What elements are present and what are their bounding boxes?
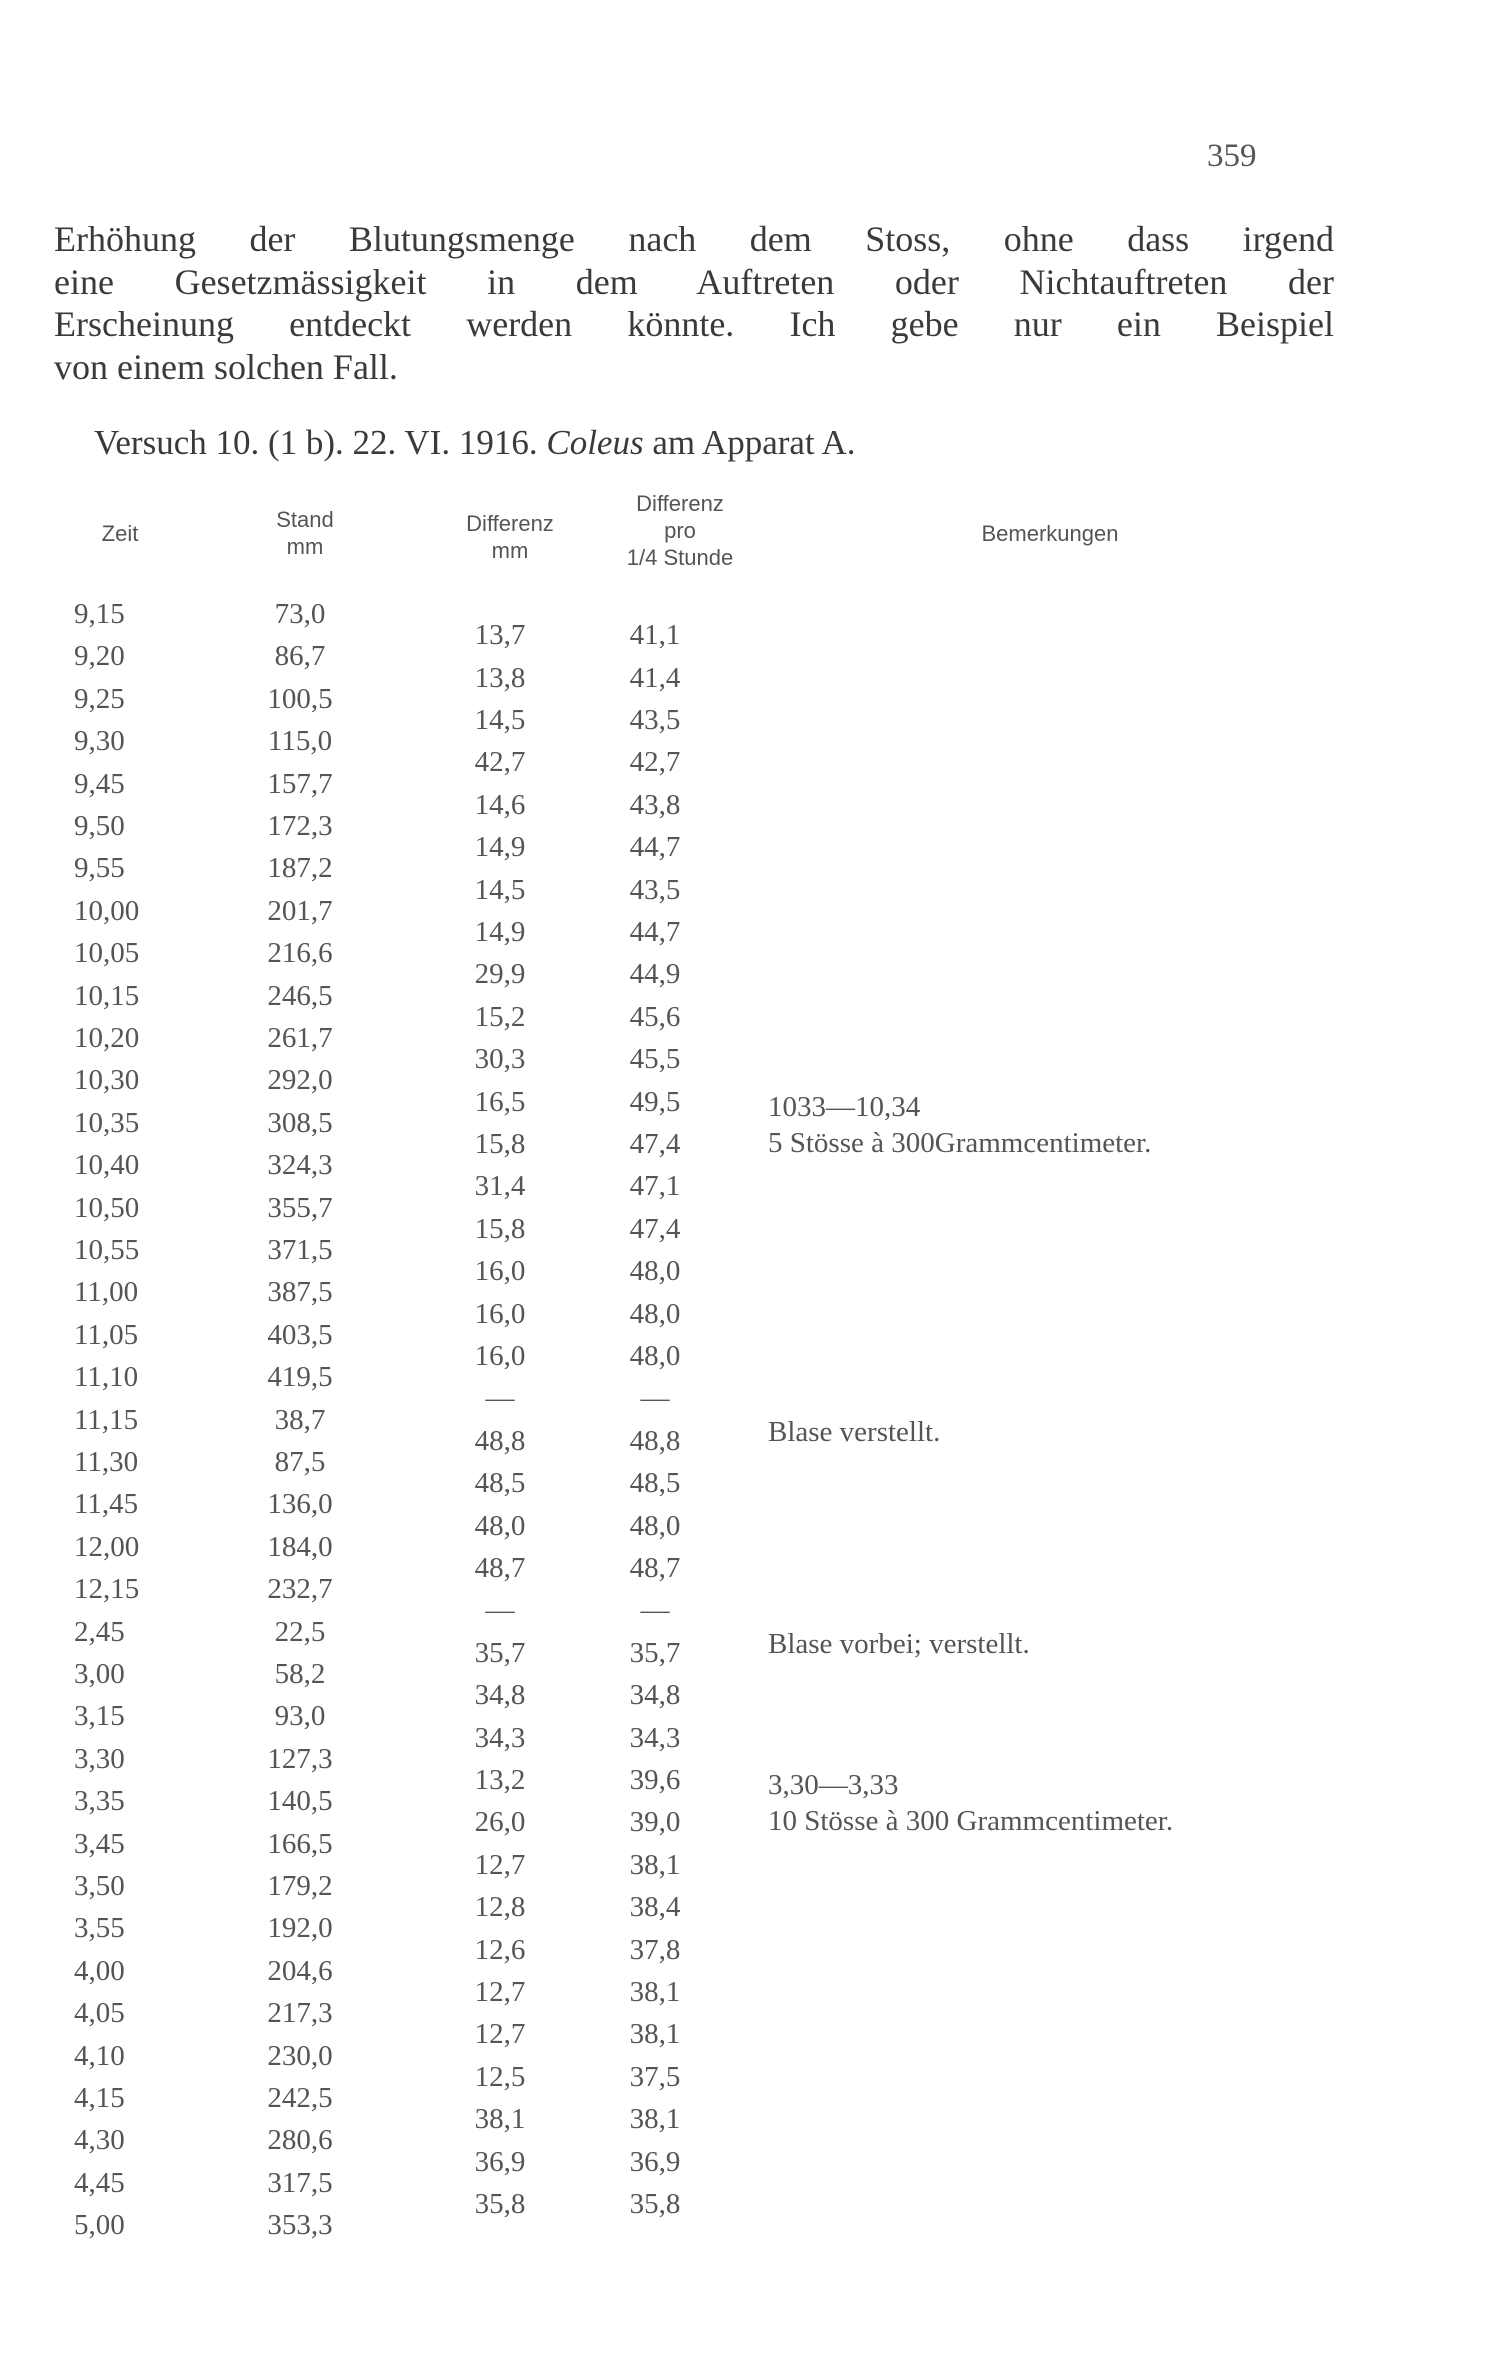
column-header-bemerkungen: Bemerkungen xyxy=(981,521,1119,546)
differenz-pro-cell: 48,8 xyxy=(629,1424,681,1457)
stand-cell: 184,0 xyxy=(267,1530,333,1563)
paragraph-line: Erhöhung der Blutungsmenge nach dem Stoss, ohne dass irgend xyxy=(54,219,1334,259)
differenz-cell: 14,6 xyxy=(474,788,526,821)
differenz-pro-cell: 38,1 xyxy=(629,2018,681,2051)
stand-cell: 280,6 xyxy=(267,2124,333,2157)
differenz-pro-word: pro xyxy=(664,518,696,543)
differenz-cell: 13,8 xyxy=(474,661,526,694)
stand-cell: 242,5 xyxy=(267,2082,333,2114)
remark-line: 5 Stösse à 300Grammcentimeter. xyxy=(768,1126,1152,1159)
stand-label: Stand xyxy=(276,507,334,532)
differenz-cell: 30,3 xyxy=(474,1043,526,1076)
zeit-cell: 12,00 xyxy=(74,1530,140,1563)
differenz-cell: 15,2 xyxy=(474,1000,526,1033)
zeit-cell: 9,20 xyxy=(74,640,125,673)
zeit-cell: 9,45 xyxy=(74,767,125,800)
differenz-pro-cell: 45,5 xyxy=(629,1043,681,1076)
heading-prefix: Versuch 10. (1 b). 22. VI. 1916. xyxy=(94,423,538,462)
stand-cell: 127,3 xyxy=(267,1742,333,1775)
remark-line: 1033—10,34 xyxy=(768,1090,921,1123)
stand-cell: 324,3 xyxy=(267,1149,333,1182)
page-number: 359 xyxy=(1207,138,1257,174)
stand-cell: 403,5 xyxy=(267,1318,333,1351)
differenz-pro-cell: — xyxy=(640,1382,670,1415)
zeit-cell: 9,15 xyxy=(74,598,125,630)
stand-cell: 73,0 xyxy=(274,598,326,630)
stand-cell: 308,5 xyxy=(267,1106,333,1139)
differenz-cell: 34,3 xyxy=(474,1721,526,1754)
zeit-cell: 3,15 xyxy=(74,1700,125,1733)
zeit-cell: 10,00 xyxy=(74,894,140,927)
stand-cell: 387,5 xyxy=(267,1276,333,1309)
zeit-cell: 3,35 xyxy=(74,1785,125,1818)
differenz-pro-cell: 38,1 xyxy=(629,2103,681,2136)
stand-cell: 261,7 xyxy=(267,1022,333,1054)
zeit-cell: 11,15 xyxy=(74,1403,139,1436)
stand-cell: 217,3 xyxy=(267,1997,333,2030)
stand-cell: 204,6 xyxy=(267,1954,333,1987)
zeit-cell: 10,20 xyxy=(74,1022,140,1054)
stand-cell: 187,2 xyxy=(267,852,333,885)
remark xyxy=(768,1626,1030,1662)
differenz-pro-cell: 42,7 xyxy=(629,746,681,779)
differenz-cell: 14,5 xyxy=(474,873,526,906)
differenz-pro-cell: 47,4 xyxy=(629,1128,681,1160)
zeit-cell: 10,50 xyxy=(74,1191,140,1224)
zeit-cell: 9,30 xyxy=(74,725,125,758)
differenz-cell: 35,8 xyxy=(474,2188,526,2220)
zeit-cell: 5,00 xyxy=(74,2209,125,2242)
zeit-cell: 4,00 xyxy=(74,1954,125,1987)
differenz-cell: 31,4 xyxy=(474,1170,526,1203)
differenz-pro-cell: 48,7 xyxy=(629,1552,681,1584)
differenz-cell: 16,5 xyxy=(474,1085,526,1118)
differenz-cell: 12,8 xyxy=(474,1891,526,1924)
differenz-pro-cell: 43,8 xyxy=(629,788,681,821)
differenz-pro-cell: 48,5 xyxy=(629,1467,681,1500)
stand-cell: 93,0 xyxy=(274,1700,326,1733)
differenz-cell: 12,6 xyxy=(474,1933,526,1966)
differenz-cell: 36,9 xyxy=(474,2145,526,2178)
stand-cell: 172,3 xyxy=(267,810,333,842)
stand-cell: 86,7 xyxy=(274,640,326,673)
differenz-pro-cell: 44,7 xyxy=(629,916,681,948)
differenz-cell: 42,7 xyxy=(474,746,526,779)
zeit-cell: 4,05 xyxy=(74,1997,125,2030)
differenz-cell: 16,0 xyxy=(474,1340,526,1372)
stand-cell: 246,5 xyxy=(267,979,333,1012)
stand-cell: 140,5 xyxy=(267,1785,333,1818)
differenz-cell: 15,8 xyxy=(474,1212,526,1245)
differenz-pro-cell: 45,6 xyxy=(629,1000,681,1033)
stand-cell: 58,2 xyxy=(274,1658,326,1690)
zeit-cell: 2,45 xyxy=(74,1615,125,1648)
zeit-cell: 11,45 xyxy=(74,1488,139,1521)
paragraph-line: von einem solchen Fall. xyxy=(54,346,398,387)
zeit-cell: 4,15 xyxy=(74,2082,125,2114)
differenz-pro-cell: 49,5 xyxy=(629,1085,681,1118)
zeit-cell: 10,55 xyxy=(74,1234,140,1266)
differenz-cell: — xyxy=(485,1382,515,1415)
stand-cell: 419,5 xyxy=(267,1361,333,1394)
zeit-cell: 11,05 xyxy=(74,1318,139,1351)
differenz-pro-cell: 47,4 xyxy=(629,1212,681,1245)
differenz-pro-cell: 38,1 xyxy=(629,1848,681,1881)
zeit-cell: 10,15 xyxy=(74,979,140,1012)
zeit-cell: 3,55 xyxy=(74,1912,125,1945)
stand-cell: 355,7 xyxy=(267,1191,333,1224)
experiment-heading xyxy=(94,423,856,463)
stand-cell: 232,7 xyxy=(267,1573,333,1606)
heading-species: Coleus xyxy=(546,423,644,462)
differenz-pro-cell: 44,9 xyxy=(629,958,681,991)
zeit-cell: 11,00 xyxy=(74,1276,139,1309)
differenz-label: Differenz xyxy=(466,511,554,536)
zeit-cell: 3,50 xyxy=(74,1870,125,1902)
differenz-cell: 29,9 xyxy=(474,958,526,991)
differenz-cell: 48,7 xyxy=(474,1552,526,1584)
stand-cell: 115,0 xyxy=(267,725,333,758)
differenz-pro-cell: 43,5 xyxy=(629,704,681,736)
remark-line: Blase verstellt. xyxy=(768,1415,941,1448)
remark-line: 10 Stösse à 300 Grammcentimeter. xyxy=(768,1805,1174,1838)
differenz-cell: 48,5 xyxy=(474,1467,526,1500)
zeit-cell: 9,25 xyxy=(74,682,125,715)
differenz-pro-cell: 35,7 xyxy=(629,1636,681,1669)
differenz-pro-cell: 43,5 xyxy=(629,873,681,906)
zeit-cell: 9,50 xyxy=(74,810,125,842)
differenz-pro-cell: 48,0 xyxy=(629,1255,681,1288)
remark-line: Blase vorbei; verstellt. xyxy=(768,1627,1030,1660)
zeit-cell: 4,30 xyxy=(74,2124,125,2157)
differenz-cell: 12,7 xyxy=(474,2018,526,2051)
zeit-cell: 11,10 xyxy=(74,1361,139,1394)
stand-cell: 100,5 xyxy=(267,682,333,715)
differenz-cell: 12,5 xyxy=(474,2060,526,2093)
remark xyxy=(768,1414,940,1450)
differenz-cell: 26,0 xyxy=(474,1806,526,1839)
differenz-pro-cell: 48,0 xyxy=(629,1340,681,1372)
stand-cell: 371,5 xyxy=(267,1234,333,1266)
differenz-cell: 38,1 xyxy=(474,2103,526,2136)
differenz-cell: 13,2 xyxy=(474,1764,526,1796)
differenz-pro-cell: 41,4 xyxy=(629,661,681,694)
zeit-cell: 9,55 xyxy=(74,852,125,885)
differenz-cell: 15,8 xyxy=(474,1128,526,1160)
differenz-cell: — xyxy=(485,1594,515,1627)
column-header-stand xyxy=(230,506,380,560)
differenz-pro-cell: 34,3 xyxy=(629,1721,681,1754)
stand-cell: 216,6 xyxy=(267,937,333,970)
heading-suffix: am Apparat A. xyxy=(652,423,856,462)
differenz-cell: 16,0 xyxy=(474,1297,526,1330)
stand-cell: 166,5 xyxy=(267,1827,333,1860)
paragraph-line: Erscheinung entdeckt werden könnte. Ich gebe nur ein Beispiel xyxy=(54,304,1334,344)
zeit-cell: 10,05 xyxy=(74,937,140,970)
differenz-pro-cell: 41,1 xyxy=(629,619,681,652)
zeit-cell: 3,45 xyxy=(74,1827,125,1860)
zeit-cell: 12,15 xyxy=(74,1573,140,1606)
stand-cell: 292,0 xyxy=(267,1064,333,1097)
zeit-cell: 4,10 xyxy=(74,2039,125,2072)
differenz-cell: 16,0 xyxy=(474,1255,526,1288)
stand-cell: 230,0 xyxy=(267,2039,333,2072)
differenz-pro-cell: 44,7 xyxy=(629,831,681,864)
stand-cell: 87,5 xyxy=(274,1446,326,1478)
differenz-pro-cell: 38,1 xyxy=(629,1976,681,2008)
zeit-cell: 11,30 xyxy=(74,1446,139,1478)
differenz-pro-cell: 34,8 xyxy=(629,1679,681,1712)
stand-cell: 353,3 xyxy=(267,2209,333,2242)
differenz-pro-cell: 37,5 xyxy=(629,2060,681,2093)
differenz-cell: 14,9 xyxy=(474,916,526,948)
zeit-cell: 3,00 xyxy=(74,1658,125,1690)
differenz-cell: 13,7 xyxy=(474,619,526,652)
differenz-cell: 14,9 xyxy=(474,831,526,864)
stand-unit: mm xyxy=(286,534,324,559)
column-header-differenz xyxy=(435,510,585,564)
differenz-pro-cell: 47,1 xyxy=(629,1170,681,1203)
differenz-pro-cell: 37,8 xyxy=(629,1933,681,1966)
stand-cell: 22,5 xyxy=(274,1615,326,1648)
stand-cell: 157,7 xyxy=(267,767,333,800)
differenz-unit: mm xyxy=(491,538,529,563)
differenz-pro-label: Differenz xyxy=(636,491,724,516)
differenz-pro-cell: 39,6 xyxy=(629,1764,681,1796)
zeit-cell: 10,30 xyxy=(74,1064,140,1097)
differenz-cell: 35,7 xyxy=(474,1636,526,1669)
paragraph-line: eine Gesetzmässigkeit in dem Auftreten oder Nichtauftreten der xyxy=(54,261,1334,302)
differenz-pro-cell: 35,8 xyxy=(629,2188,681,2220)
column-header-zeit: Zeit xyxy=(101,521,139,546)
zeit-cell: 3,30 xyxy=(74,1742,125,1775)
differenz-cell: 48,0 xyxy=(474,1509,526,1542)
differenz-pro-cell: — xyxy=(640,1594,670,1627)
remark xyxy=(768,1767,1173,1839)
differenz-pro-unit: 1/4 Stunde xyxy=(626,545,734,570)
differenz-pro-cell: 38,4 xyxy=(629,1891,681,1924)
stand-cell: 192,0 xyxy=(267,1912,333,1945)
differenz-cell: 12,7 xyxy=(474,1976,526,2008)
stand-cell: 136,0 xyxy=(267,1488,333,1521)
remark-line: 3,30—3,33 xyxy=(768,1769,899,1802)
differenz-pro-cell: 39,0 xyxy=(629,1806,681,1839)
stand-cell: 201,7 xyxy=(267,894,333,927)
differenz-cell: 48,8 xyxy=(474,1424,526,1457)
stand-cell: 179,2 xyxy=(267,1870,333,1902)
differenz-pro-cell: 36,9 xyxy=(629,2145,681,2178)
differenz-cell: 14,5 xyxy=(474,704,526,736)
column-header-differenz-pro xyxy=(595,490,765,571)
stand-cell: 317,5 xyxy=(267,2166,333,2199)
differenz-pro-cell: 48,0 xyxy=(629,1297,681,1330)
differenz-cell: 34,8 xyxy=(474,1679,526,1712)
differenz-pro-cell: 48,0 xyxy=(629,1509,681,1542)
stand-cell: 38,7 xyxy=(274,1403,326,1436)
zeit-cell: 10,35 xyxy=(74,1106,140,1139)
zeit-cell: 10,40 xyxy=(74,1149,140,1182)
body-paragraph xyxy=(54,218,1334,388)
remark xyxy=(768,1089,1151,1161)
zeit-cell: 4,45 xyxy=(74,2166,125,2199)
differenz-cell: 12,7 xyxy=(474,1848,526,1881)
